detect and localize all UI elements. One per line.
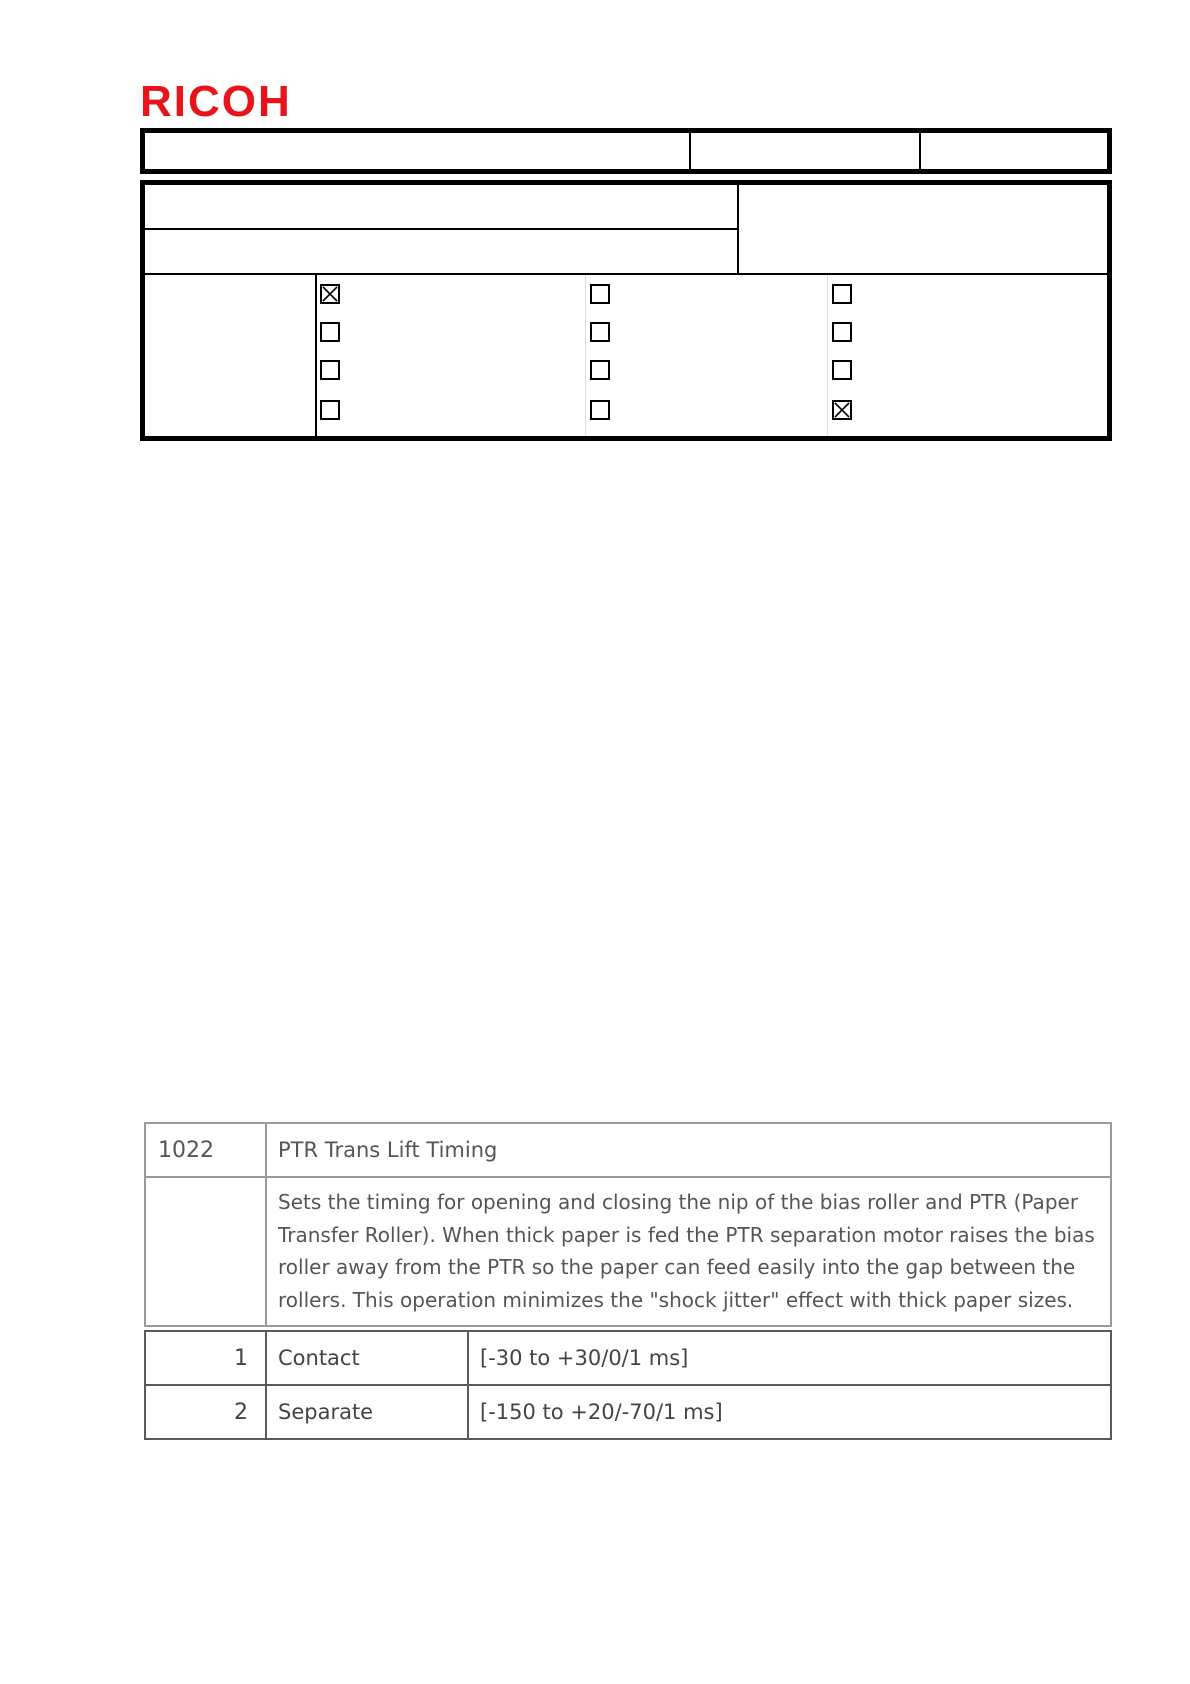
divider-line bbox=[315, 275, 317, 436]
checkbox-unchecked bbox=[590, 284, 610, 304]
checkbox-unchecked bbox=[832, 284, 852, 304]
setting-index: 2 bbox=[234, 1400, 248, 1425]
checkbox-unchecked bbox=[590, 360, 610, 380]
table-row bbox=[146, 1384, 1110, 1440]
divider-line bbox=[145, 273, 1107, 275]
header-cell-page bbox=[921, 133, 1107, 169]
column-divider bbox=[265, 1332, 267, 1438]
checkbox-unchecked bbox=[832, 322, 852, 342]
bulletin-info-box bbox=[140, 180, 1112, 441]
ricoh-logo: RICOH bbox=[140, 77, 292, 126]
setting-name: Contact bbox=[278, 1346, 360, 1370]
sp-description: Sets the timing for opening and closing the nip of the bias roller and PTR (Paper Transfer Roller). When thick paper is fed the PTR separation motor raises the bias roller away from the PTR so the paper can feed easily into the gap between the rollers. This operation minimizes the "shock jitter" effect with thick paper sizes. bbox=[278, 1190, 1095, 1312]
sp-settings-table bbox=[144, 1330, 1112, 1440]
checkbox-unchecked bbox=[590, 400, 610, 420]
header-cell-number bbox=[691, 133, 921, 169]
column-divider bbox=[265, 1124, 267, 1325]
checkbox-checked bbox=[832, 400, 852, 420]
row-divider bbox=[146, 1176, 1110, 1178]
checkbox-checked bbox=[320, 284, 340, 304]
setting-index: 1 bbox=[234, 1346, 248, 1371]
divider-line bbox=[145, 228, 737, 230]
checkbox-unchecked bbox=[832, 360, 852, 380]
divider-line bbox=[737, 185, 739, 275]
setting-name: Separate bbox=[278, 1400, 374, 1424]
sp-number: 1022 bbox=[158, 1138, 214, 1163]
setting-range: [-150 to +20/-70/1 ms] bbox=[480, 1400, 723, 1424]
divider-line bbox=[585, 275, 586, 436]
table-row bbox=[146, 1332, 1110, 1386]
sp-title: PTR Trans Lift Timing bbox=[278, 1138, 498, 1162]
header-cell-title bbox=[145, 133, 691, 169]
sp-item-table bbox=[144, 1122, 1112, 1327]
header-bar bbox=[140, 128, 1112, 174]
column-divider bbox=[467, 1332, 469, 1438]
checkbox-unchecked bbox=[320, 322, 340, 342]
checkbox-unchecked bbox=[590, 322, 610, 342]
setting-range: [-30 to +30/0/1 ms] bbox=[480, 1346, 689, 1370]
checkbox-unchecked bbox=[320, 360, 340, 380]
checkbox-unchecked bbox=[320, 400, 340, 420]
divider-line bbox=[827, 275, 828, 436]
